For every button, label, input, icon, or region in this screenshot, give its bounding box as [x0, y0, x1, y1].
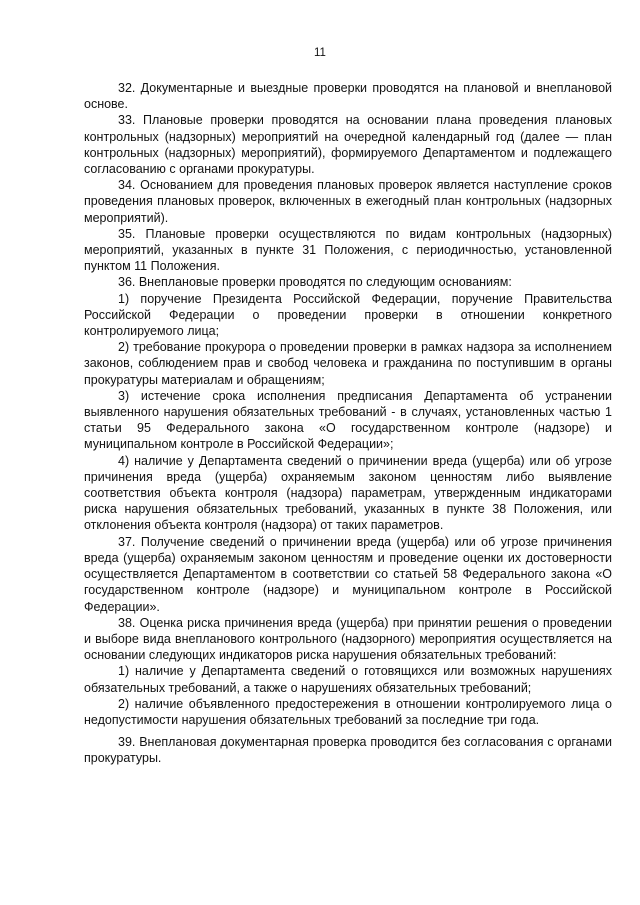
paragraph-36-item-3: 3) истечение срока исполнения предписания Департамента об устранении выявленного нарушения обязательных требований - в случаях, установленных частью 1 статьи 95 Федерального закона «О государственном контроле (надзоре) и муниципальном контроле в Российской Федерации»;: [84, 388, 612, 452]
paragraph-36-item-2: 2) требование прокурора о проведении проверки в рамках надзора за исполнением законов, соблюдением прав и свобод человека и гражданина по поступившим в органы прокуратуры материалам и обращениям;: [84, 340, 612, 387]
paragraph-36: 36. Внеплановые проверки проводятся по следующим основаниям:: [118, 275, 512, 290]
paragraph-35: 35. Плановые проверки осуществляются по видам контрольных (надзорных) мероприятий, указанных в пункте 31 Положения, с периодичностью, установленной пунктом 11 Положения.: [84, 226, 612, 274]
paragraph-32: 32. Документарные и выездные проверки проводятся на плановой и внеплановой основе.: [84, 81, 612, 112]
page-number: 11: [314, 47, 326, 59]
paragraph-38: 38. Оценка риска причинения вреда (ущерба) при принятии решения о проведении и выборе вида внепланового контрольного (надзорного) мероприятия осуществляется на основании следующих индикаторов риска нарушения обязательных требований:: [84, 615, 612, 663]
paragraph-37: 37. Получение сведений о причинении вреда (ущерба) или об угрозе причинения вреда (ущерба) охраняемым законом ценностям и проведение оценки их достоверности осуществляется Департаментом в соответствии со статьей 58 Федерального закона «О государственном контроле (надзоре) и муниципальном контроле в Российской Федерации».: [84, 534, 612, 614]
document-body: [84, 80, 612, 767]
paragraph-38-item-2: 2) наличие объявленного предостережения в отношении контролируемого лица о недопустимости нарушения обязательных требований за последние три года.: [84, 696, 612, 727]
paragraph-36-item-4: 4) наличие у Департамента сведений о причинении вреда (ущерба) или об угрозе причинения вреда (ущерба) охраняемым законом ценностям либо выявление соответствия объекта контроля (надзора) параметрам, утвержденным индикаторами риска нарушения обязательных требований, указанных в пункте 38 Положения, или отклонения объекта контроля (надзора) от таких параметров.: [84, 453, 612, 533]
paragraph-34: 34. Основанием для проведения плановых проверок является наступление сроков проведения плановых проверок, включенных в ежегодный план контрольных (надзорных мероприятий).: [84, 178, 612, 225]
paragraph-38-item-1: 1) наличие у Департамента сведений о готовящихся или возможных нарушениях обязательных требований, а также о нарушениях обязательных требований;: [84, 664, 612, 695]
paragraph-39: 39. Внеплановая документарная проверка проводится без согласования с органами прокуратуры.: [84, 735, 612, 766]
paragraph-36-item-1: 1) поручение Президента Российской Федерации, поручение Правительства Российской Федерации о проведении проверки в отношении конкретного контролируемого лица;: [84, 291, 612, 339]
paragraph-33: 33. Плановые проверки проводятся на основании плана проведения плановых контрольных (надзорных) мероприятий на очередной календарный год (далее — план контрольных (надзорных) мероприятий), формируемого Департаментом и подлежащего согласованию с органами прокуратуры.: [84, 113, 612, 177]
